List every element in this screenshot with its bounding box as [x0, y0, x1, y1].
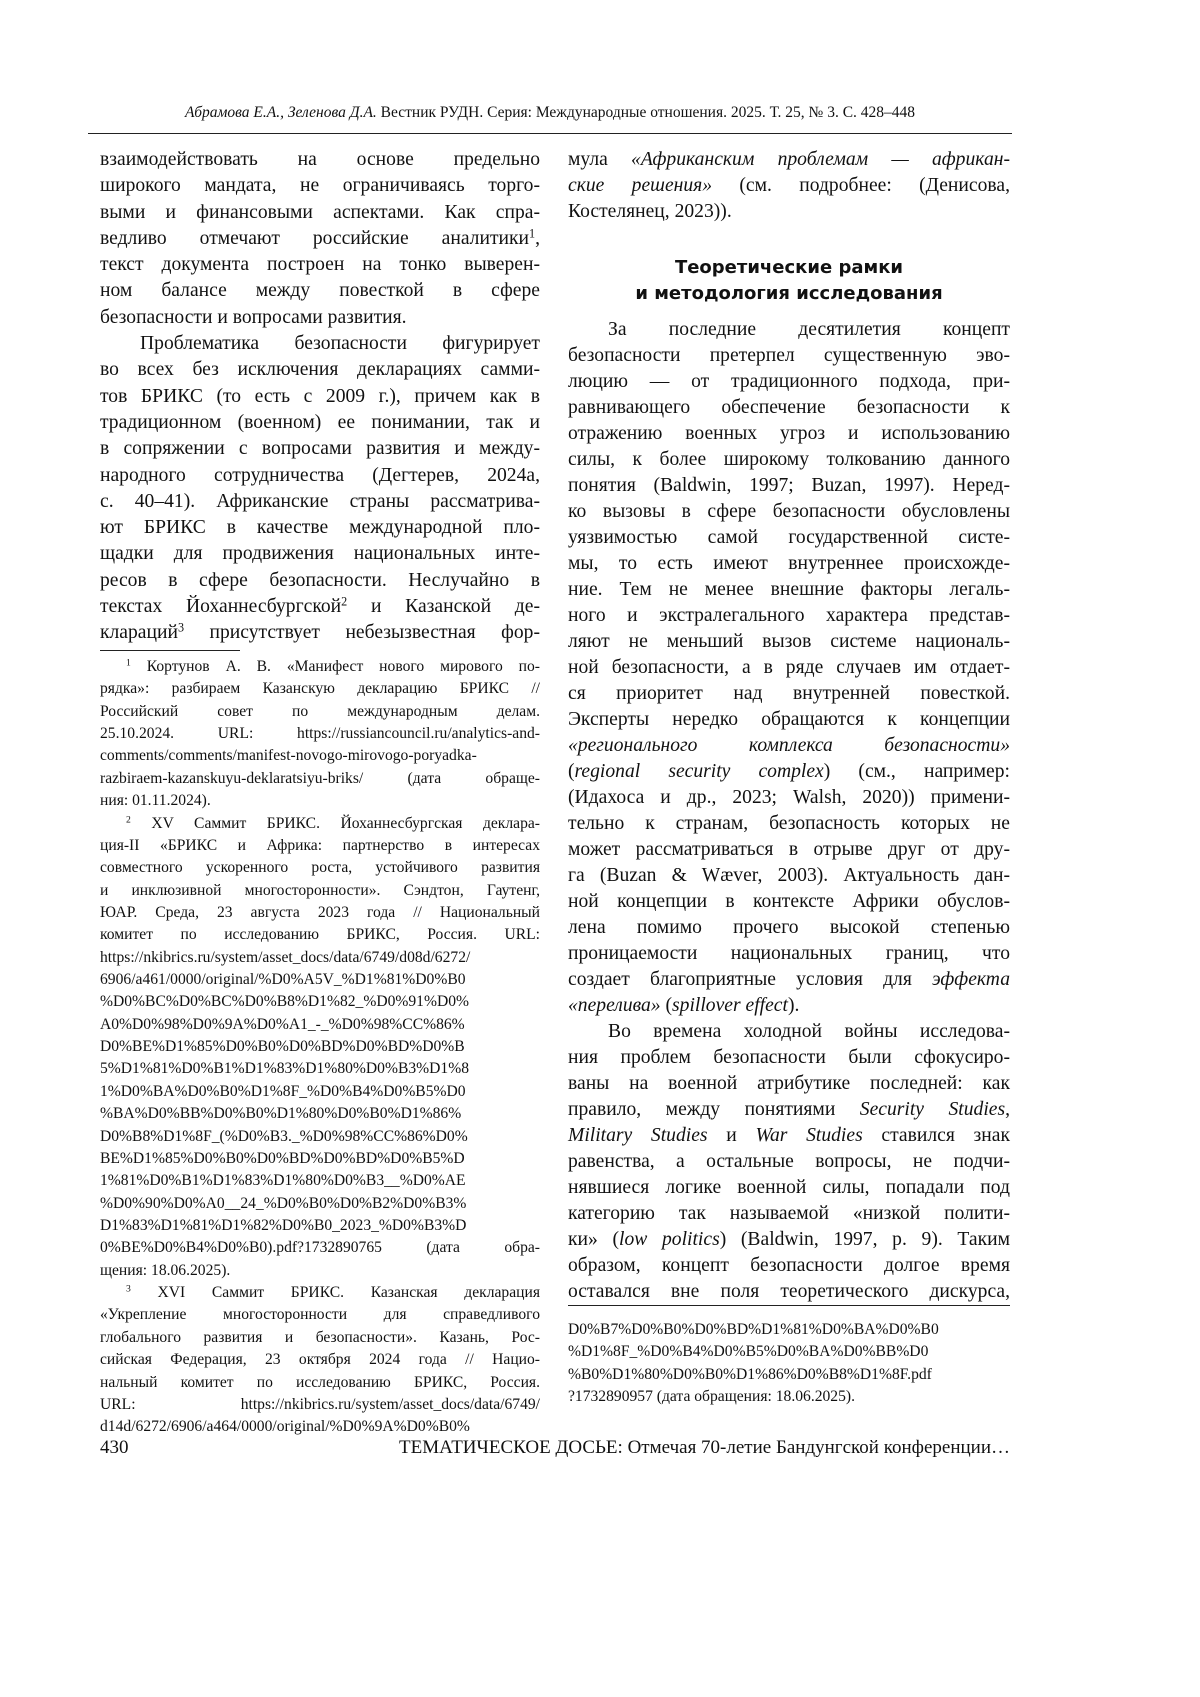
text-run: присутствует небезызвестная фор- — [184, 622, 540, 643]
text-line: Эксперты нередко обращаются к концепции — [568, 707, 1010, 733]
footnote — [100, 656, 540, 813]
text-line: безопасности претерпел существенную эво- — [568, 343, 1010, 369]
text-line — [100, 594, 540, 620]
text-line: Во времена холодной войны исследова- — [568, 1019, 1010, 1045]
text-line: D1%83%D1%81%D1%82%D0%B0_2023_%D0%B3%D — [100, 1215, 540, 1237]
text-line: тельно к странам, безопасность которых не — [568, 811, 1010, 837]
text-line: нальный комитет по исследованию БРИКС, Россия. — [100, 1372, 540, 1394]
text-run: клараций — [100, 622, 178, 643]
text-line: широкого мандата, не ограничиваясь торго- — [100, 173, 540, 199]
text-line: URL: https://nkibrics.ru/system/asset_docs/data/6749/ — [100, 1394, 540, 1416]
text-line: ся приоритет над внутренней повесткой. — [568, 681, 1010, 707]
paragraph — [568, 1019, 1010, 1305]
text-line — [100, 620, 540, 646]
text-line: комитет по исследованию БРИКС, Россия. URL: — [100, 924, 540, 946]
text-line: 1%D0%BA%D0%B0%D1%8F_%D0%B4%D0%B5%D0 — [100, 1081, 540, 1103]
text-run: XVI Саммит БРИКС. Казанская декларация — [131, 1284, 540, 1301]
text-line: ЮАР. Среда, 23 августа 2023 года // Национальный — [100, 902, 540, 924]
text-line: понятия (Baldwin, 1997; Buzan, 1997). Неред- — [568, 473, 1010, 499]
footnote — [100, 813, 540, 1283]
text-line: равнивающего обеспечение безопасности к — [568, 395, 1010, 421]
text-line: ко вызовы в сфере безопасности обусловлены — [568, 499, 1010, 525]
text-line: ют БРИКС в качестве международной пло- — [100, 515, 540, 541]
text-line: во всех без исключения декларациях самми- — [100, 357, 540, 383]
text-line: и инклюзивной многосторонности». Сэндтон, Гаутенг, — [100, 880, 540, 902]
text-line: щения: 18.06.2025). — [100, 1260, 540, 1282]
text-line: D0%B7%D0%B0%D0%BD%D1%81%D0%BA%D0%B0 — [568, 1319, 1010, 1341]
text-line: За последние десятилетия концепт — [568, 317, 1010, 343]
text-line: 1%81%D0%B1%D1%83%D1%80%D0%B3__%D0%AE — [100, 1170, 540, 1192]
text-run: ( — [568, 761, 575, 782]
text-line — [568, 759, 1010, 785]
text-run: и Казанской де- — [347, 596, 540, 617]
footnote — [100, 1282, 540, 1439]
text-run: создает благоприятные условия для — [568, 969, 932, 990]
text-line: D0%B8%D1%8F_(%D0%B3._%D0%98%CC%86%D0% — [100, 1126, 540, 1148]
text-line: ляют не меньший вызов системе националь- — [568, 629, 1010, 655]
text-line: 25.10.2024. URL: https://russiancouncil.ru/analytics-and- — [100, 723, 540, 745]
text-line: ресов в сфере безопасности. Неслучайно в — [100, 568, 540, 594]
text-line: может рассматриваться в отрыве друг от дру- — [568, 837, 1010, 863]
text-run: ( — [661, 995, 672, 1016]
text-line: отражению военных угроз и использованию — [568, 421, 1010, 447]
text-run: текстах Йоханнесбургской — [100, 596, 341, 617]
italic-text: «перелива» — [568, 995, 661, 1016]
italic-text: regional security complex — [575, 761, 824, 782]
text-line: образом, концепт безопасности долгое время — [568, 1253, 1010, 1279]
italic-text: «Африканским проблемам — африкан- — [631, 149, 1010, 170]
right-column-body — [568, 317, 1010, 1305]
footnote-marker: 1 — [126, 658, 131, 669]
text-line: 0%BE%D0%B4%D0%B0).pdf?1732890765 (дата обра- — [100, 1237, 540, 1259]
text-run: ставился знак — [863, 1125, 1010, 1146]
italic-text: War Studies — [755, 1125, 862, 1146]
section-heading-line: Теоретические рамки — [568, 255, 1010, 281]
text-line: %D0%BC%D0%BC%D0%B8%D1%82_%D0%91%D0% — [100, 991, 540, 1013]
text-line: comments/comments/manifest-novogo-mirovogo-poryadka- — [100, 745, 540, 767]
text-line: лена помимо прочего высокой степенью — [568, 915, 1010, 941]
text-line: выми и финансовыми аспектами. Как спра- — [100, 200, 540, 226]
text-line: ной концепции в контексте Африки обуслов- — [568, 889, 1010, 915]
italic-text: Security Studies — [860, 1099, 1005, 1120]
footnote-marker: 3 — [126, 1284, 131, 1295]
text-line: взаимодействовать на основе предельно — [100, 147, 540, 173]
text-run: , — [535, 228, 540, 249]
text-line: 5%D1%81%D0%B1%D1%83%D1%80%D0%B3%D1%8 — [100, 1058, 540, 1080]
left-column-body — [100, 147, 540, 647]
text-line: ция-II «БРИКС и Африка: партнерство в интересах — [100, 835, 540, 857]
footnote-marker: 3 — [178, 621, 184, 635]
footer-section-title: ТЕМАТИЧЕСКОЕ ДОСЬЕ: Отмечая 70-летие Бандунгской конференции… — [399, 1437, 1010, 1459]
text-run: правило, между понятиями — [568, 1099, 860, 1120]
header-divider — [88, 133, 1012, 134]
text-line: ного и экстралегального характера представ- — [568, 603, 1010, 629]
text-line: (Идахоса и др., 2023; Walsh, 2020)) примени- — [568, 785, 1010, 811]
text-run: ) (Baldwin, 1997, p. 9). Таким — [720, 1229, 1010, 1250]
text-line: BE%D1%85%D0%B0%D0%BD%D0%BD%D0%B5%D — [100, 1148, 540, 1170]
italic-text: «регионального комплекса безопасности» — [568, 735, 1010, 756]
text-line: щадки для продвижения национальных инте- — [100, 541, 540, 567]
text-line: %D1%8F_%D0%B4%D0%B5%D0%BA%D0%BB%D0 — [568, 1341, 1010, 1363]
text-line: d14d/6272/6906/a464/0000/original/%D0%9A%D0%B0% — [100, 1416, 540, 1438]
text-line: %BA%D0%BB%D0%B0%D1%80%D0%B0%D1%86% — [100, 1103, 540, 1125]
text-line: в сопряжении с вопросами развития и между- — [100, 436, 540, 462]
right-column-top — [568, 147, 1010, 225]
text-run: , — [1005, 1099, 1010, 1120]
running-header — [88, 104, 1012, 122]
text-line: народного сотрудничества (Дегтерев, 2024a, — [100, 463, 540, 489]
text-line: категорию так называемой «низкой полити- — [568, 1201, 1010, 1227]
text-line: с. 40–41). Африканские страны рассматрива- — [100, 489, 540, 515]
text-line: «Укрепление многосторонности для справедливого — [100, 1304, 540, 1326]
text-line — [568, 1227, 1010, 1253]
footnote-marker: 2 — [126, 814, 131, 825]
text-line: ваны на военной атрибутике последней: как — [568, 1071, 1010, 1097]
page-number: 430 — [100, 1437, 129, 1459]
section-heading-line: и методология исследования — [568, 281, 1010, 307]
text-run: ). — [788, 995, 799, 1016]
text-line: D0%BE%D1%85%D0%B0%D0%BD%D0%BD%D0%B — [100, 1036, 540, 1058]
text-line: мы, то есть имеют внутреннее происхожде- — [568, 551, 1010, 577]
text-line: ние. Тем не менее внешние факторы легаль- — [568, 577, 1010, 603]
text-line: оставался вне поля теоретического дискурса, — [568, 1279, 1010, 1305]
italic-text: spillover effect — [672, 995, 788, 1016]
text-line: глобального развития и безопасности». Казань, Рос- — [100, 1327, 540, 1349]
text-line — [568, 1123, 1010, 1149]
text-line: тов БРИКС (то есть с 2009 г.), причем как в — [100, 384, 540, 410]
text-run: Кортунов А. В. «Манифест нового мирового по- — [131, 658, 540, 675]
text-line: %D0%90%D0%A0__24_%D0%B0%D0%B2%D0%B3% — [100, 1193, 540, 1215]
text-line: рядка»: разбираем Казанскую декларацию БРИКС // — [100, 678, 540, 700]
text-line: традиционном (военном) ее понимании, так и — [100, 410, 540, 436]
text-line: ном балансе между повесткой в сфере — [100, 278, 540, 304]
text-line — [100, 656, 540, 678]
text-line: 6906/a461/0000/original/%D0%A5V_%D1%81%D0%B0 — [100, 969, 540, 991]
text-line: га (Buzan & Wæver, 2003). Актуальность дан- — [568, 863, 1010, 889]
text-line: совместного ускоренного роста, устойчивого развития — [100, 857, 540, 879]
text-line: ния проблем безопасности были сфокусиро- — [568, 1045, 1010, 1071]
section-heading — [568, 255, 1010, 307]
right-column-footnotes — [568, 1319, 1010, 1408]
text-line: нявшиеся логике военной силы, попадали под — [568, 1175, 1010, 1201]
text-run: ки» ( — [568, 1229, 619, 1250]
text-line: A0%D0%98%D0%9A%D0%A1_-_%D0%98%CC%86% — [100, 1014, 540, 1036]
footnote-divider-left — [100, 650, 240, 651]
text-line: текст документа построен на тонко выверен- — [100, 252, 540, 278]
text-line — [100, 226, 540, 252]
text-line: сийская Федерация, 23 октября 2024 года // Нацио- — [100, 1349, 540, 1371]
text-line: силы, к более широкому толкованию данного — [568, 447, 1010, 473]
text-line — [100, 1282, 540, 1304]
text-run: (см. подробнее: (Денисова, — [712, 175, 1010, 196]
text-line — [568, 967, 1010, 993]
text-line: уязвимостью самой государственной систе- — [568, 525, 1010, 551]
text-line: ной безопасности, а в ряде случаев им отдает- — [568, 655, 1010, 681]
header-authors: Абрамова Е.А., Зеленова Д.А. — [185, 104, 377, 121]
text-line: ?1732890957 (дата обращения: 18.06.2025). — [568, 1386, 1010, 1408]
text-line — [100, 813, 540, 835]
text-line — [568, 733, 1010, 759]
footnote-marker: 2 — [341, 594, 347, 608]
italic-text: low politics — [619, 1229, 720, 1250]
text-line: Российский совет по международным делам. — [100, 701, 540, 723]
text-run: ведливо отмечают российские аналитики — [100, 228, 529, 249]
text-line: Костелянец, 2023)). — [568, 199, 1010, 225]
footnote — [568, 1319, 1010, 1408]
text-line — [568, 173, 1010, 199]
text-line: люцию — от традиционного подхода, при- — [568, 369, 1010, 395]
paragraph — [568, 317, 1010, 1019]
italic-text: эффекта — [932, 969, 1010, 990]
paragraph — [568, 147, 1010, 225]
italic-text: Military Studies — [568, 1125, 708, 1146]
footnote-divider-right — [568, 1305, 1010, 1306]
text-line: ния: 01.11.2024). — [100, 790, 540, 812]
text-run: мула — [568, 149, 631, 170]
text-run: и — [708, 1125, 756, 1146]
text-line — [568, 993, 1010, 1019]
paragraph — [100, 147, 540, 331]
text-line: Проблематика безопасности фигурирует — [100, 331, 540, 357]
left-column-footnotes — [100, 656, 540, 1439]
header-journal: Вестник РУДН. Серия: Международные отношения. 2025. Т. 25, № 3. С. 428–448 — [377, 104, 915, 121]
text-line: %B0%D1%80%D0%B0%D1%86%D0%B8%D1%8F.pdf — [568, 1364, 1010, 1386]
text-line: razbiraem-kazanskuyu-deklaratsiyu-briks/ (дата обраще- — [100, 768, 540, 790]
italic-text: ские решения» — [568, 175, 712, 196]
text-line — [568, 1097, 1010, 1123]
text-line: проницаемости национальных границ, что — [568, 941, 1010, 967]
text-line: безопасности и вопросами развития. — [100, 305, 540, 331]
text-run: ) (см., например: — [824, 761, 1010, 782]
text-run: XV Саммит БРИКС. Йоханнесбургская деклара- — [131, 815, 540, 832]
text-line: равенства, а остальные вопросы, не подчи- — [568, 1149, 1010, 1175]
text-line — [568, 147, 1010, 173]
footnote-marker: 1 — [529, 226, 535, 240]
text-line: https://nkibrics.ru/system/asset_docs/data/6749/d08d/6272/ — [100, 947, 540, 969]
paragraph — [100, 331, 540, 647]
